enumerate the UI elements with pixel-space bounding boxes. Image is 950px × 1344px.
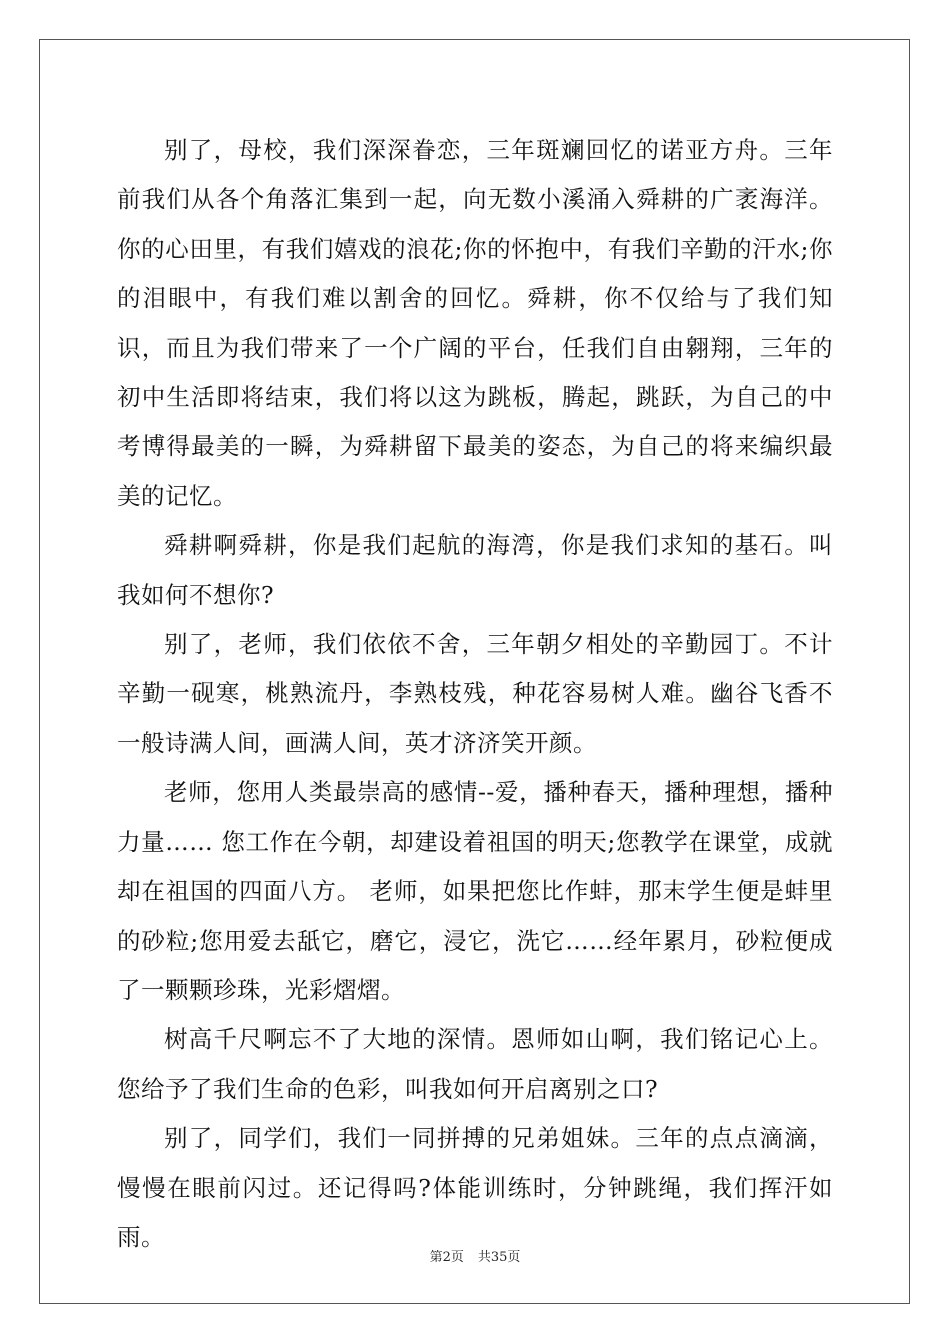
paragraph-5: 树高千尺啊忘不了大地的深情。恩师如山啊，我们铭记心上。您给予了我们生命的色彩，叫我如何开启离别之口? (117, 1025, 833, 1103)
paragraph-6: 别了，同学们，我们一同拼搏的兄弟姐妹。三年的点点滴滴，慢慢在眼前闪过。还记得吗?体能训练时，分钟跳绳，我们挥汗如雨。 (117, 1124, 833, 1251)
page-total: 共35页 (477, 1250, 521, 1265)
paragraph-1: 别了，母校，我们深深眷恋，三年斑斓回忆的诺亚方舟。三年前我们从各个角落汇集到一起，向无数小溪涌入舜耕的广袤海洋。你的心田里，有我们嬉戏的浪花;你的怀抱中，有我们辛勤的汗水;你的泪眼中，有我们难以割舍的回忆。舜耕，你不仅给与了我们知识，而且为我们带来了一个广阔的平台，任我们自由翱翔，三年的初中生活即将结束，我们将以这为跳板，腾起，跳跃，为自己的中考博得最美的一瞬，为舜耕留下最美的姿态，为自己的将来编织最美的记忆。 (117, 136, 833, 510)
document-body (117, 126, 833, 1262)
page-footer (0, 1246, 950, 1265)
paragraph-3: 别了，老师，我们依依不舍，三年朝夕相处的辛勤园丁。不计辛勤一砚寒，桃熟流丹，李熟枝残，种花容易树人难。幽谷飞香不一般诗满人间，画满人间，英才济济笑开颜。 (117, 630, 833, 757)
paragraph-4: 老师，您用人类最崇高的感情--爱，播种春天，播种理想，播种力量…… 您工作在今朝，却建设着祖国的明天;您教学在课堂，成就却在祖国的四面八方。 老师，如果把您比作蚌，那末学生便是蚌里的砂粒;您用爱去舐它，磨它，浸它，洗它……经年累月，砂粒便成了一颗颗珍珠，光彩熠熠。 (117, 778, 833, 1004)
page-number: 第2页 (429, 1250, 464, 1265)
paragraph-2: 舜耕啊舜耕，你是我们起航的海湾，你是我们求知的基石。叫我如何不想你? (117, 531, 833, 609)
